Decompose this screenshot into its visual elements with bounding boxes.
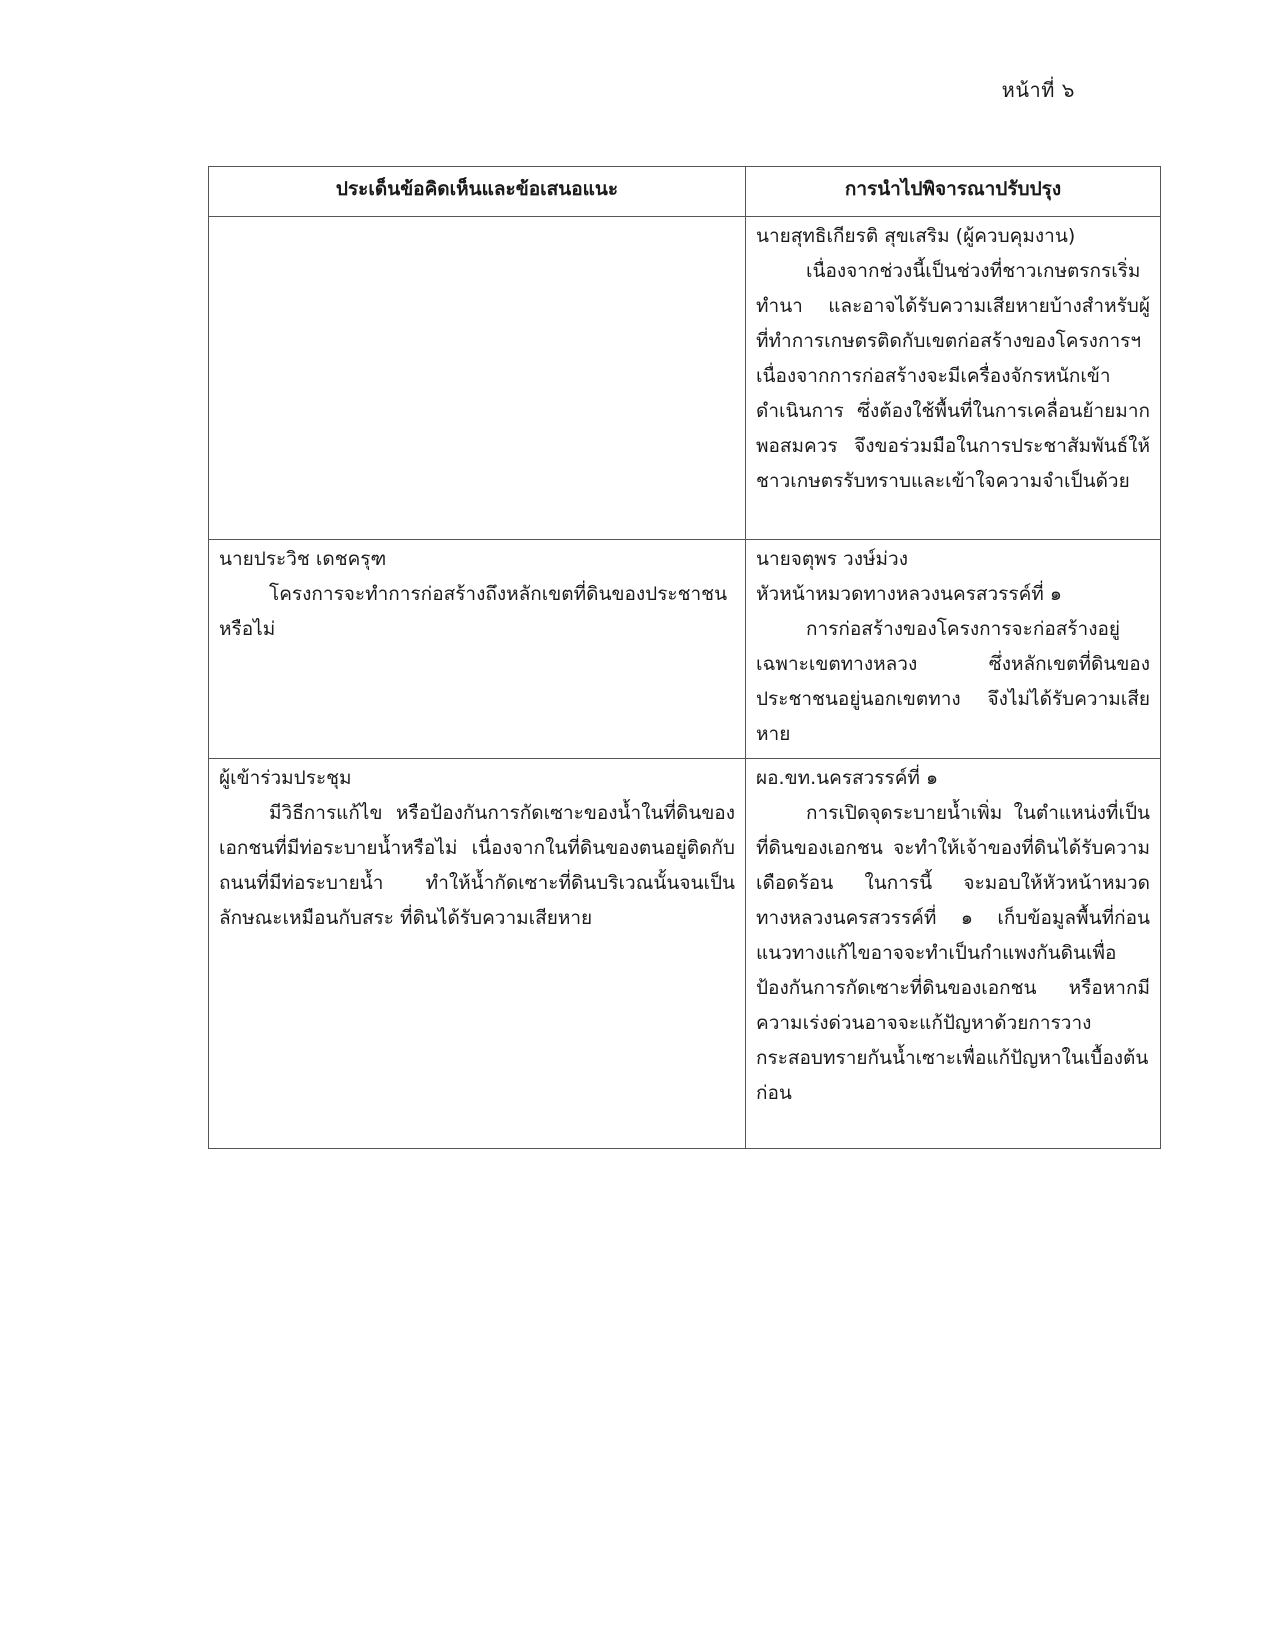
response-text: การเปิดจุดระบายน้ำเพิ่ม ในตำแหน่งที่เป็นที่ดินของเอกชน จะทำให้เจ้าของที่ดินได้รับความเดือดร้อน ในการนี้ จะมอบให้หัวหน้าหมวดทางหลวงนครสวรรค์ที่ ๑ เก็บข้อมูลพื้นที่ก่อน แนวทางแก้ไขอาจจะทำเป็นกำแพงกันดินเพื่อป้องกันการกัดเซาะที่ดินของเอกชน หรือหากมีความเร่งด่วนอาจจะแก้ปัญหาด้วยการวางกระสอบทรายกันน้ำเซาะเพื่อแก้ปัญหาในเบื้องต้นก่อน xyxy=(756,802,1150,1104)
response-cell xyxy=(746,217,1161,540)
table-header-row xyxy=(209,167,1161,217)
issue-speaker: ผู้เข้าร่วมประชุม xyxy=(219,767,352,789)
issue-cell xyxy=(209,540,746,759)
response-text: การก่อสร้างของโครงการจะก่อสร้างอยู่เฉพาะเขตทางหลวง ซึ่งหลักเขตที่ดินของประชาชนอยู่นอกเขตทาง จึงไม่ได้รับความเสียหาย xyxy=(756,618,1150,745)
comments-table xyxy=(208,166,1161,1149)
response-cell xyxy=(746,540,1161,759)
response-speaker: นายสุทธิเกียรติ สุขเสริม (ผู้ควบคุมงาน) xyxy=(756,225,1076,247)
issue-speaker: นายประวิช เดชครุฑ xyxy=(219,548,387,570)
issue-text: โครงการจะทำการก่อสร้างถึงหลักเขตที่ดินของประชาชนหรือไม่ xyxy=(219,583,728,640)
header-response: การนำไปพิจารณาปรับปรุง xyxy=(746,167,1161,217)
response-speaker: ผอ.ขท.นครสวรรค์ที่ ๑ xyxy=(756,767,939,789)
table-row xyxy=(209,540,1161,759)
header-issues: ประเด็นข้อคิดเห็นและข้อเสนอแนะ xyxy=(209,167,746,217)
table-row xyxy=(209,217,1161,540)
response-speaker: นายจตุพร วงษ์ม่วง xyxy=(756,548,908,570)
page-number: หน้าที่ ๖ xyxy=(1001,78,1075,102)
issue-cell xyxy=(209,759,746,1149)
response-cell xyxy=(746,759,1161,1149)
response-text: เนื่องจากช่วงนี้เป็นช่วงที่ชาวเกษตรกรเริ่มทำนา และอาจได้รับความเสียหายบ้างสำหรับผู้ที่ทำการเกษตรติดกับเขตก่อสร้างของโครงการฯ เนื่องจากการก่อสร้างจะมีเครื่องจักรหนักเข้าดำเนินการ ซึ่งต้องใช้พื้นที่ในการเคลื่อนย้ายมากพอสมควร จึงขอร่วมมือในการประชาสัมพันธ์ให้ชาวเกษตรรับทราบและเข้าใจความจำเป็นด้วย xyxy=(756,260,1150,492)
issue-cell xyxy=(209,217,746,540)
issue-text: มีวิธีการแก้ไข หรือป้องกันการกัดเซาะของน้ำในที่ดินของเอกชนที่มีท่อระบายน้ำหรือไม่ เนื่องจากในที่ดินของตนอยู่ติดกับถนนที่มีท่อระบายน้ำ ทำให้น้ำกัดเซาะที่ดินบริเวณนั้นจนเป็นลักษณะเหมือนกับสระ ที่ดินได้รับความเสียหาย xyxy=(219,802,735,929)
response-speaker-title: หัวหน้าหมวดทางหลวงนครสวรรค์ที่ ๑ xyxy=(756,583,1062,605)
table-row xyxy=(209,759,1161,1149)
